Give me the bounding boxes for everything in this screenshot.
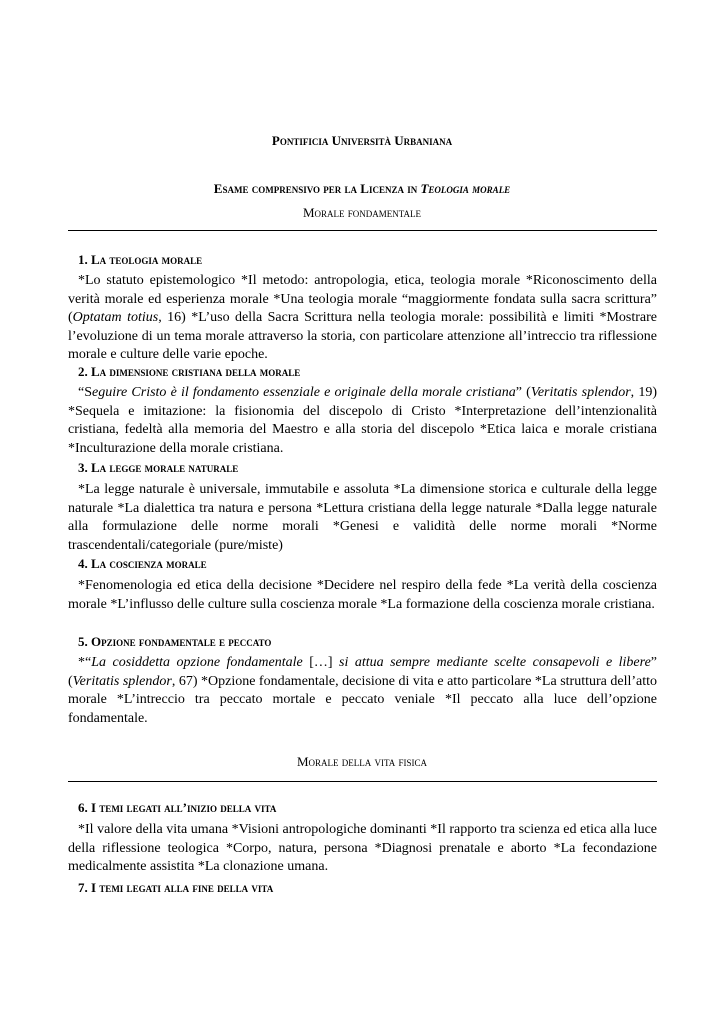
topic-number: 7. (78, 880, 88, 895)
university-title: Pontificia Università Urbaniana (271, 133, 453, 148)
topic-heading (78, 800, 276, 816)
exam-title-subject: Teologia morale (420, 181, 511, 196)
topic-text: *La legge naturale è universale, immutabile e assoluta *La dimensione storica e culturale della legge naturale *La dialettica tra natura e persona *Lettura cristiana della legge naturale *Dalla legge naturale alla formulazione delle norme morali *Genesi e validità delle norme morali *Norme trascendentali/categoriale (pure/miste) (68, 482, 657, 553)
topic-title: La coscienza morale (91, 556, 207, 571)
topic-title: Opzione fondamentale e peccato (91, 634, 272, 649)
topic-number: 3. (78, 460, 88, 475)
topic-heading (78, 460, 238, 476)
exam-title (0, 181, 724, 197)
topic-text: […] (302, 655, 340, 670)
topic-text: , 67) *Opzione fondamentale, decisione di vita e atto particolare *La struttura dell’atto morale *L’intreccio tra peccato mortale e peccato veniale *Il peccato alla luce dell’opzione fondamentale. (68, 673, 657, 726)
topic-body (68, 654, 657, 728)
topic-heading (78, 252, 202, 268)
topic-number: 4. (78, 556, 88, 571)
topic-citation: Optatam totius (72, 310, 159, 326)
topic-body (68, 821, 657, 877)
topic-number: 1. (78, 252, 88, 267)
topic-text: , 19) *Sequela e imitazione: la fisionomia del discepolo di Cristo *Interpretazione dell’intenzionalità cristiana, fedeltà alla memoria del Maestro e alla storia del discepolo *Etica laica e morale cristiana *Inculturazione della morale cristiana. (68, 385, 657, 456)
topic-citation: Veritatis splendor (530, 385, 631, 400)
topic-quote: La cosiddetta opzione fondamentale (91, 655, 303, 670)
topic-title: I temi legati alla fine della vita (91, 880, 274, 895)
topic-heading (78, 556, 207, 572)
topic-text: *“ (78, 655, 92, 670)
topic-heading (78, 364, 300, 380)
topic-number: 5. (78, 634, 88, 649)
topic-quote: si attua sempre mediante scelte consapevoli e libere (339, 655, 651, 670)
topic-body (68, 272, 657, 365)
topic-text: *Lo statuto epistemologico *Il metodo: antropologia, etica, teologia morale *Riconoscimento della verità morale ed esperienza morale *Una teologia morale “maggiormente fondata sulla sacra scrittura” ( (68, 273, 657, 326)
topic-body (68, 481, 657, 555)
topic-title: La teologia morale (91, 252, 203, 267)
topic-number: 6. (78, 800, 88, 815)
topic-body (68, 384, 657, 458)
section-title-fundamental: Morale fondamentale (302, 205, 422, 220)
divider-rule (68, 230, 657, 231)
topic-text: “S (78, 385, 92, 400)
topic-text: *Il valore della vita umana *Visioni antropologiche dominanti *Il rapporto tra scienza ed etica alla luce della riflessione teologica *Corpo, natura, persona *Diagnosi prenatale e aborto *La fecondazione medicalmente assistita *La clonazione umana. (68, 822, 657, 875)
topic-number: 2. (78, 364, 88, 379)
topic-title: I temi legati all’inizio della vita (91, 800, 277, 815)
topic-citation: Veritatis splendor (72, 673, 172, 689)
topic-quote: eguire Cristo è il fondamento essenziale e originale della morale cristiana (92, 385, 516, 400)
topic-text: ” ( (515, 385, 531, 400)
topic-text: , 16) *L’uso della Sacra Scrittura nella teologia morale: possibilità e limiti *Mostrare l’evoluzione di un tema morale attraverso la storia, con particolare attenzione all’intreccio tra riflessione morale e culture delle varie epoche. (68, 310, 657, 363)
exam-title-prefix: Esame comprensivo per la Licenza in (213, 181, 421, 196)
section-title-physical-life: Morale della vita fisica (296, 754, 428, 769)
topic-heading (78, 634, 271, 650)
topic-text: ” ( (68, 655, 657, 689)
divider-rule (68, 781, 657, 782)
topic-body (68, 577, 657, 614)
topic-title: La dimensione cristiana della morale (91, 364, 301, 379)
topic-text: *Fenomenologia ed etica della decisione *Decidere nel respiro della fede *La verità della coscienza morale *L’influsso delle culture sulla coscienza morale *La formazione della coscienza morale cristiana. (68, 578, 657, 612)
topic-title: La legge morale naturale (91, 460, 239, 475)
topic-heading (78, 880, 273, 896)
